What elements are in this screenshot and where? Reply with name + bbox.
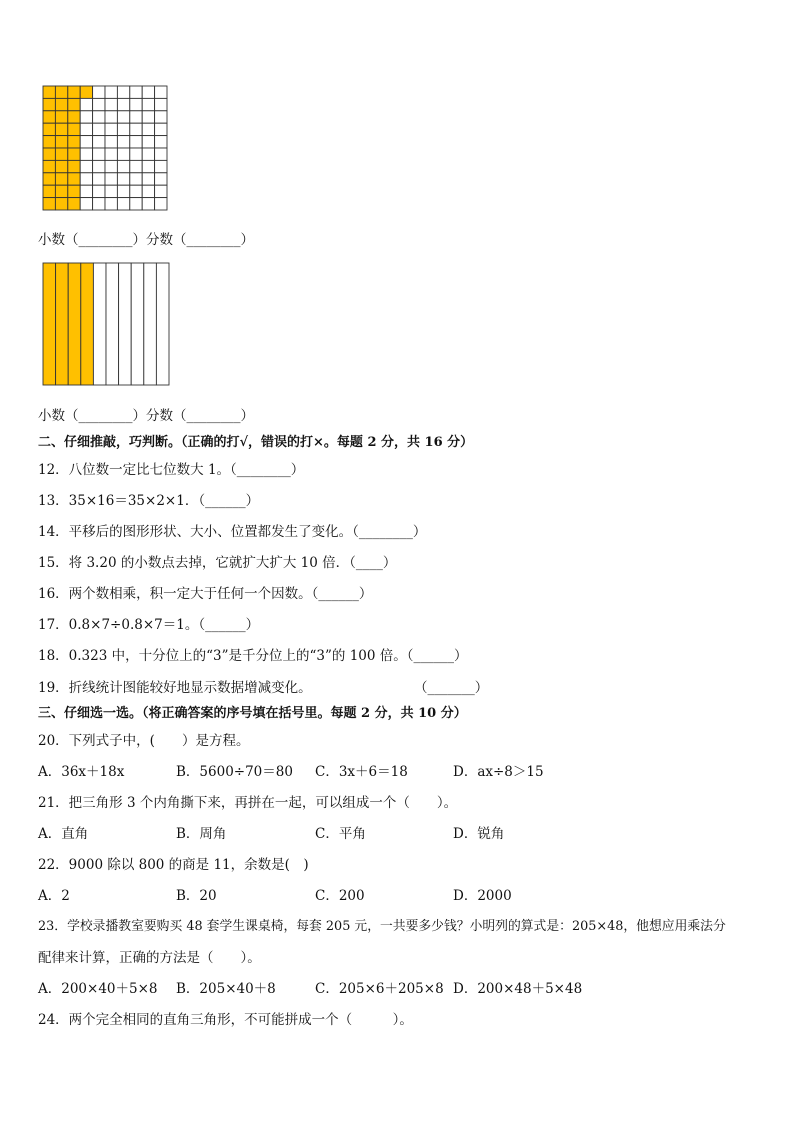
grid-cell (80, 148, 92, 160)
grid-cell-filled (68, 111, 80, 123)
grid-cell-filled (43, 86, 55, 98)
grid-cell (117, 148, 129, 160)
grid-cell (105, 86, 117, 98)
grid-cell-filled (68, 86, 80, 98)
grid-cell (80, 136, 92, 148)
grid-cell-filled (43, 136, 55, 148)
section-3-heading: 三、仔细选一选。（将正确答案的序号填在括号里。每题 2 分，共 10 分） (38, 706, 467, 721)
grid-cell-filled (55, 98, 67, 110)
grid-cell (155, 198, 167, 210)
grid-cell (80, 98, 92, 110)
grid-cell (117, 86, 129, 98)
question-22-option-b: B．20 (176, 888, 217, 904)
grid-cell (130, 136, 142, 148)
grid-cell (105, 98, 117, 110)
grid-cell (117, 185, 129, 197)
question-19-blank: （_______） (414, 680, 489, 696)
grid-cell (155, 185, 167, 197)
grid-cell (93, 123, 105, 135)
question-18: 18．0.323 中，十分位上的“3”是千分位上的“3”的 100 倍。（______） (38, 648, 468, 664)
question-23-option-c: C．205×6＋205×8 (315, 981, 444, 997)
question-20-option-a: A．36x＋18x (38, 764, 125, 780)
grid-cell (142, 185, 154, 197)
question-15: 15．将 3.20 的小数点去掉，它就扩大扩大 10 倍．（____） (38, 555, 397, 571)
grid-cell (80, 173, 92, 185)
grid-cell (155, 160, 167, 172)
question-19: 19．折线统计图能较好地显示数据增减变化。 (38, 680, 312, 696)
strip (106, 263, 119, 385)
question-20-option-d: D．ax÷8＞15 (453, 764, 544, 780)
strip (156, 263, 169, 385)
grid-cell (142, 123, 154, 135)
grid-cell-filled (43, 160, 55, 172)
grid-cell-filled (55, 148, 67, 160)
question-22-option-d: D．2000 (453, 888, 512, 904)
grid-cell (117, 136, 129, 148)
question-13: 13．35×16＝35×2×1．（______） (38, 493, 260, 509)
strip-filled (81, 263, 94, 385)
grid-cell (142, 136, 154, 148)
grid-cell (93, 86, 105, 98)
grid-cell-filled (43, 123, 55, 135)
question-21-option-a: A．直角 (38, 826, 89, 842)
grid-cell (155, 86, 167, 98)
grid-cell-filled (68, 98, 80, 110)
strip-filled (68, 263, 81, 385)
strip (131, 263, 144, 385)
hundred-grid-figure (40, 84, 170, 214)
grid-cell (142, 111, 154, 123)
grid-cell-filled (55, 160, 67, 172)
grid-cell (142, 86, 154, 98)
grid-cell-filled (55, 198, 67, 210)
grid-cell (80, 185, 92, 197)
question-21-option-b: B．周角 (176, 826, 227, 842)
grid-cell (130, 198, 142, 210)
question-16: 16．两个数相乘，积一定大于任何一个因数。（______） (38, 586, 373, 602)
grid-cell (130, 160, 142, 172)
question-23-option-d: D．200×48＋5×48 (453, 981, 583, 997)
grid-cell (93, 98, 105, 110)
question-20: 20．下列式子中，( ）是方程。 (38, 733, 250, 749)
grid-cell (105, 160, 117, 172)
strip (144, 263, 157, 385)
grid-cell (105, 185, 117, 197)
grid-cell-filled (55, 173, 67, 185)
grid-cell (117, 160, 129, 172)
grid-cell (105, 136, 117, 148)
grid-cell (105, 198, 117, 210)
grid-cell-filled (68, 173, 80, 185)
grid-cell-filled (68, 148, 80, 160)
grid-cell (80, 160, 92, 172)
answer-line-1: 小数（________）分数（________） (38, 232, 254, 248)
grid-cell (142, 98, 154, 110)
grid-cell (155, 111, 167, 123)
grid-cell (93, 160, 105, 172)
grid-cell-filled (68, 160, 80, 172)
grid-cell (93, 148, 105, 160)
grid-cell-filled (68, 123, 80, 135)
grid-cell-filled (68, 198, 80, 210)
grid-cell (155, 136, 167, 148)
question-22-option-a: A．2 (38, 888, 70, 904)
grid-cell (117, 98, 129, 110)
question-23-line-2: 配律来计算，正确的方法是（ ）。 (38, 950, 261, 966)
question-24: 24．两个完全相同的直角三角形，不可能拼成一个（ ）。 (38, 1012, 413, 1028)
grid-cell-filled (43, 148, 55, 160)
grid-cell (155, 123, 167, 135)
grid-cell (142, 173, 154, 185)
strip (119, 263, 132, 385)
grid-cell (142, 148, 154, 160)
grid-cell (155, 148, 167, 160)
grid-cell (105, 148, 117, 160)
strip (93, 263, 106, 385)
grid-cell (105, 173, 117, 185)
question-23-option-b: B．205×40＋8 (176, 981, 276, 997)
grid-cell (155, 98, 167, 110)
ten-strips-figure (40, 261, 174, 389)
grid-cell (93, 185, 105, 197)
question-23-line-1: 23．学校录播教室要购买 48 套学生课桌椅，每套 205 元，一共要多少钱？小明列的算式是：205×48，他想应用乘法分 (38, 919, 726, 934)
question-21-option-c: C．平角 (315, 826, 366, 842)
question-20-option-b: B．5600÷70＝80 (176, 764, 293, 780)
question-22: 22．9000 除以 800 的商是 11，余数是( ) (38, 857, 309, 873)
grid-cell (155, 173, 167, 185)
grid-cell (117, 123, 129, 135)
grid-cell (142, 160, 154, 172)
grid-cell-filled (55, 136, 67, 148)
grid-cell (117, 173, 129, 185)
grid-cell-filled (68, 136, 80, 148)
grid-cell-filled (43, 98, 55, 110)
grid-cell-filled (43, 185, 55, 197)
grid-cell (117, 198, 129, 210)
question-22-option-c: C．200 (315, 888, 365, 904)
grid-cell (130, 173, 142, 185)
grid-cell (105, 111, 117, 123)
grid-cell-filled (43, 198, 55, 210)
grid-cell (130, 111, 142, 123)
grid-cell (142, 198, 154, 210)
grid-cell (80, 198, 92, 210)
grid-cell-filled (80, 86, 92, 98)
question-21: 21．把三角形 3 个内角撕下来，再拼在一起，可以组成一个（ ）。 (38, 795, 458, 811)
grid-cell (105, 123, 117, 135)
grid-cell (93, 198, 105, 210)
grid-cell (93, 173, 105, 185)
grid-cell (93, 136, 105, 148)
strip-filled (43, 263, 56, 385)
grid-cell (130, 185, 142, 197)
grid-cell-filled (55, 86, 67, 98)
grid-cell (117, 111, 129, 123)
question-14: 14．平移后的图形形状、大小、位置都发生了变化。（________） (38, 524, 427, 540)
question-23-option-a: A．200×40＋5×8 (38, 981, 158, 997)
grid-cell (130, 123, 142, 135)
grid-cell (80, 111, 92, 123)
strip-filled (56, 263, 69, 385)
grid-cell-filled (55, 111, 67, 123)
section-2-heading: 二、仔细推敲，巧判断。（正确的打√，错误的打×。每题 2 分，共 16 分） (38, 435, 474, 450)
grid-cell (130, 86, 142, 98)
grid-cell-filled (43, 111, 55, 123)
grid-cell-filled (43, 173, 55, 185)
question-17: 17．0.8×7÷0.8×7＝1。（______） (38, 617, 260, 633)
grid-cell (93, 111, 105, 123)
grid-cell (130, 98, 142, 110)
grid-cell-filled (55, 123, 67, 135)
question-20-option-c: C．3x＋6＝18 (315, 764, 408, 780)
question-21-option-d: D．锐角 (453, 826, 505, 842)
grid-cell-filled (55, 185, 67, 197)
question-12: 12．八位数一定比七位数大 1。（________） (38, 462, 305, 478)
grid-cell-filled (68, 185, 80, 197)
grid-cell (80, 123, 92, 135)
grid-cell (130, 148, 142, 160)
answer-line-2: 小数（________）分数（________） (38, 408, 254, 424)
